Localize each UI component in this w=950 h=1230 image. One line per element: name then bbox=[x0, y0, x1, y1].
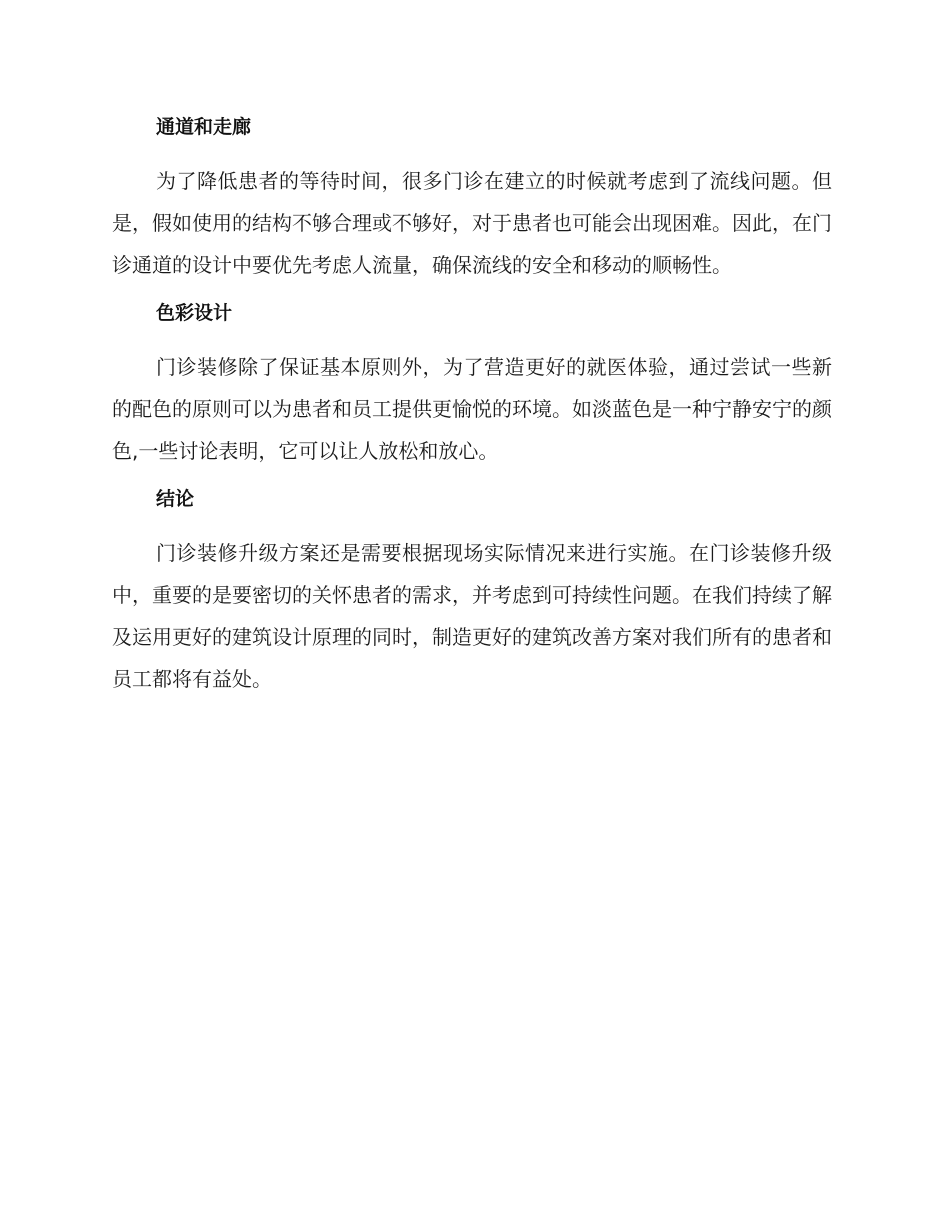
section-conclusion bbox=[112, 484, 832, 700]
section-paragraph: 门诊装修升级方案还是需要根据现场实际情况来进行实施。在门诊装修升级中，重要的是要密切的关怀患者的需求，并考虑到可持续性问题。在我们持续了解及运用更好的建筑设计原理的同时，制造更好的建筑改善方案对我们所有的患者和员工都将有益处。 bbox=[112, 541, 832, 691]
section-color-design bbox=[112, 298, 832, 472]
section-heading: 通道和走廊 bbox=[156, 116, 252, 138]
section-heading: 结论 bbox=[156, 488, 195, 510]
section-paragraph: 为了降低患者的等待时间，很多门诊在建立的时候就考虑到了流线问题。但是，假如使用的结构不够合理或不够好，对于患者也可能会出现困难。因此，在门诊通道的设计中要优先考虑人流量，确保流线的安全和移动的顺畅性。 bbox=[112, 169, 832, 277]
section-paragraph: 门诊装修除了保证基本原则外，为了营造更好的就医体验，通过尝试一些新的配色的原则可以为患者和员工提供更愉悦的环境。如淡蓝色是一种宁静安宁的颜色,一些讨论表明，它可以让人放松和放心。 bbox=[112, 355, 832, 463]
section-heading: 色彩设计 bbox=[156, 302, 233, 324]
document-body bbox=[112, 112, 832, 700]
section-corridors bbox=[112, 112, 832, 286]
